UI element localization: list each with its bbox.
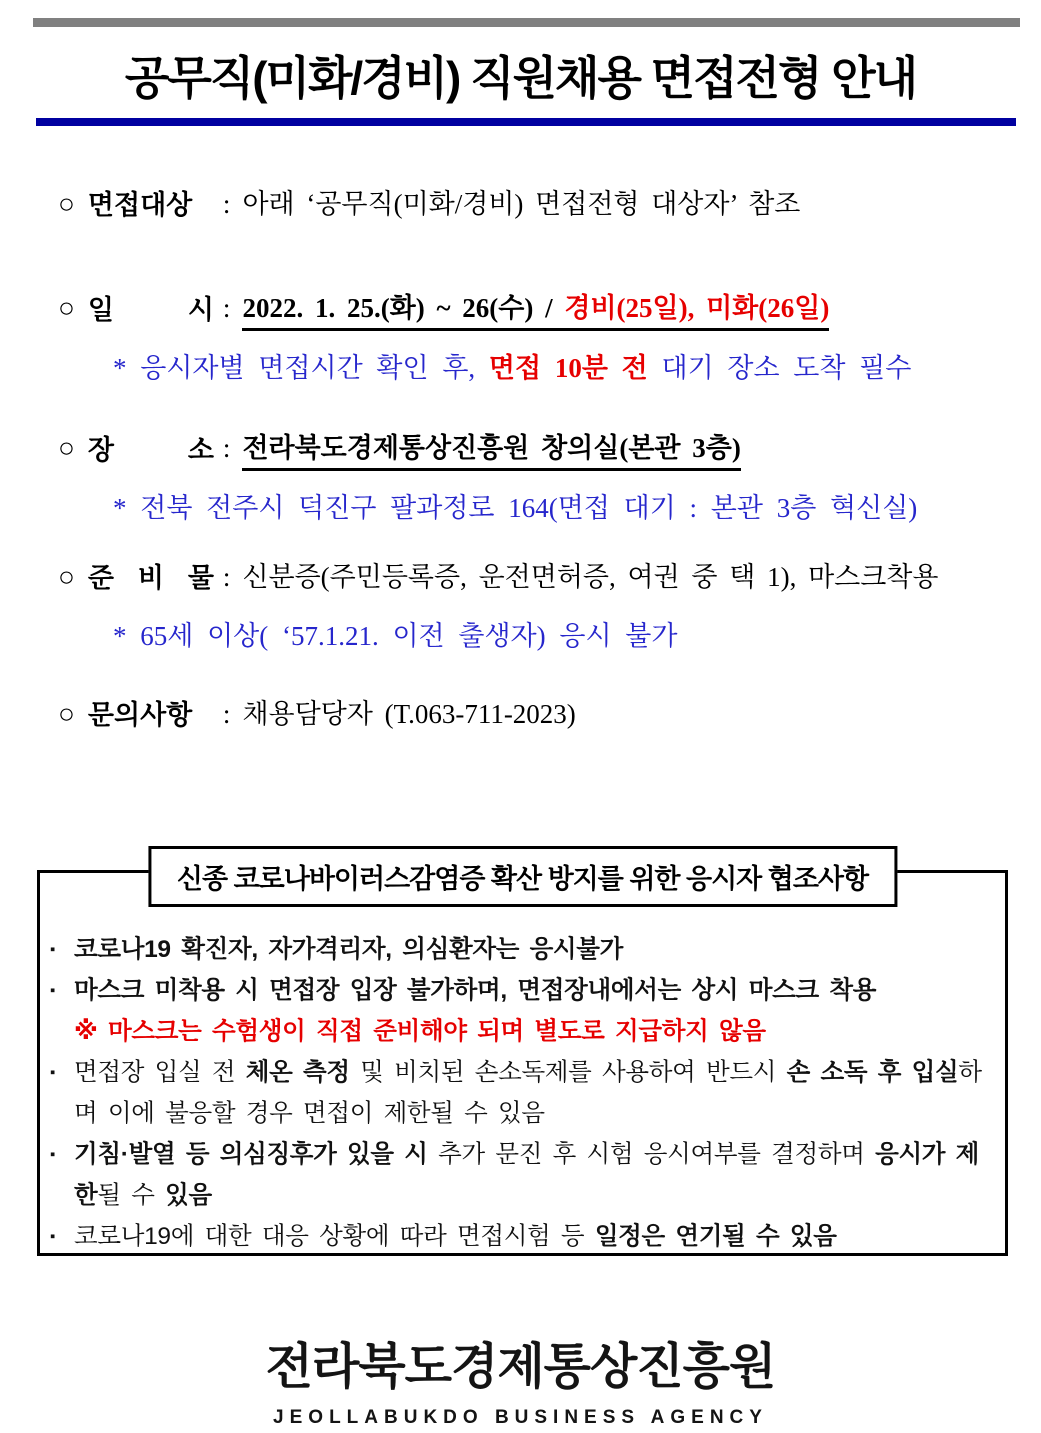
square-bullet-marker: ▪ (50, 1146, 56, 1163)
text-segment: 추가 문진 후 시험 응시여부를 결정하며 (427, 1141, 876, 1168)
circle-marker: ○ (58, 293, 75, 324)
sections (58, 183, 1025, 736)
section-value (242, 699, 575, 729)
covid-notice-box (37, 864, 1008, 1256)
section-line (58, 287, 1025, 331)
text-segment: 면접장 입실 전 (74, 1059, 246, 1086)
text-segment: 채용담당자 (T.063-711-2023) (242, 699, 576, 729)
section-label: 일 시 (87, 295, 214, 325)
covid-notice-bullets (40, 873, 1005, 1257)
text-segment: 대기 장소 도착 필수 (647, 353, 912, 383)
square-bullet-marker: ▪ (50, 1064, 56, 1081)
section-line (58, 693, 1025, 736)
section-colon: : (222, 293, 231, 323)
text-segment: 면접 10분 전 (488, 353, 648, 383)
agency-logo (0, 1328, 1041, 1429)
text-segment: 하며 이에 불응할 경우 면접이 제한될 수 있음 (74, 1059, 982, 1127)
section-colon: : (222, 433, 231, 463)
section-value (242, 189, 800, 219)
circle-marker: ○ (58, 699, 75, 730)
section-line (58, 183, 1025, 226)
notice-bullet-2 (48, 970, 991, 1011)
square-bullet-marker: ▪ (50, 982, 56, 999)
section-5 (58, 693, 1025, 736)
text-segment: 될 수 (97, 1182, 166, 1209)
circle-marker: ○ (58, 562, 75, 593)
text-segment: * 65세 이상( ‘57.1.21. 이전 출생자) 응시 불가 (113, 621, 678, 651)
section-label: 면접대상 (87, 190, 193, 220)
text-segment: 신분증(주민등록증, 운전면허증, 여권 중 택 1), 마스크착용 (242, 562, 939, 592)
section-value (242, 562, 938, 592)
section-label: 준 비 물 (87, 563, 214, 593)
section-label: 문의사항 (87, 700, 193, 730)
section-3 (58, 427, 1025, 528)
section-colon: : (222, 699, 231, 729)
section-subnote (58, 488, 1025, 528)
text-segment: ※ 마스크는 수험생이 직접 준비해야 되며 별도로 지급하지 않음 (74, 1018, 766, 1045)
section-label: 장 소 (87, 435, 214, 465)
section-4 (58, 556, 1025, 656)
text-segment: 2022. 1. 25.(화) ~ 26(수) / (242, 293, 564, 331)
section-subnote (58, 348, 1025, 388)
text-segment: 마스크 미착용 시 면접장 입장 불가하며, 면접장내에서는 상시 마스크 착용 (74, 977, 877, 1004)
agency-logo-english: JEOLLABUKDO BUSINESS AGENCY (273, 1407, 768, 1428)
top-gray-bar (33, 18, 1020, 27)
agency-logo-korean: 전라북도경제통상진흥원 (265, 1340, 776, 1394)
text-segment: 및 비치된 손소독제를 사용하여 반드시 (349, 1059, 787, 1086)
bullet-text (74, 1216, 991, 1257)
section-line (58, 556, 1025, 599)
section-colon: : (222, 189, 231, 219)
circle-marker: ○ (58, 189, 75, 220)
section-line (58, 427, 1025, 471)
notice-bullet-3 (48, 1011, 991, 1052)
notice-bullet-6 (48, 1216, 991, 1257)
text-segment: 기침·발열 등 의심징후가 있을 시 (74, 1141, 428, 1168)
section-value (242, 293, 829, 331)
section-1 (58, 183, 1025, 226)
text-segment: * 전북 전주시 덕진구 팔과정로 164(면접 대기 : 본관 3층 혁신실) (113, 493, 918, 523)
notice-bullet-4 (48, 1052, 991, 1134)
section-subnote (58, 616, 1025, 656)
bullet-text (74, 1011, 991, 1052)
circle-marker: ○ (58, 433, 75, 464)
section-colon: : (222, 562, 231, 592)
bullet-text (74, 929, 991, 970)
title-underline-rule (36, 118, 1016, 126)
text-segment: 아래 ‘공무직(미화/경비) 면접전형 대상자’ 참조 (242, 189, 801, 219)
bullet-text (74, 1134, 991, 1216)
notice-bullet-1 (48, 929, 991, 970)
text-segment: 손 소독 후 입실 (786, 1059, 959, 1086)
text-segment: 응시가 제한 (74, 1141, 980, 1209)
text-segment: * 응시자별 면접시간 확인 후, (113, 353, 489, 383)
square-bullet-marker: ▪ (50, 1228, 56, 1245)
covid-notice-title: 신종 코로나바이러스감염증 확산 방지를 위한 응시자 협조사항 (148, 846, 897, 907)
text-segment: 경비(25일), 미화(26일) (564, 293, 829, 331)
notice-bullet-5 (48, 1134, 991, 1216)
text-segment: 있음 (165, 1182, 212, 1209)
text-segment: 일정은 연기될 수 있음 (594, 1223, 837, 1250)
square-bullet-marker: ▪ (50, 941, 56, 958)
page-title: 공무직(미화/경비) 직원채용 면접전형 안내 (124, 52, 917, 104)
text-segment: 체온 측정 (245, 1059, 350, 1086)
section-value (242, 433, 740, 471)
section-2 (58, 287, 1025, 388)
text-segment: 코로나19 확진자, 자가격리자, 의심환자는 응시불가 (74, 936, 624, 963)
bullet-text (74, 1052, 991, 1134)
bullet-text (74, 970, 991, 1011)
text-segment: 전라북도경제통상진흥원 창의실(본관 3층) (242, 433, 740, 471)
text-segment: 코로나19에 대한 대응 상황에 따라 면접시험 등 (74, 1223, 595, 1250)
